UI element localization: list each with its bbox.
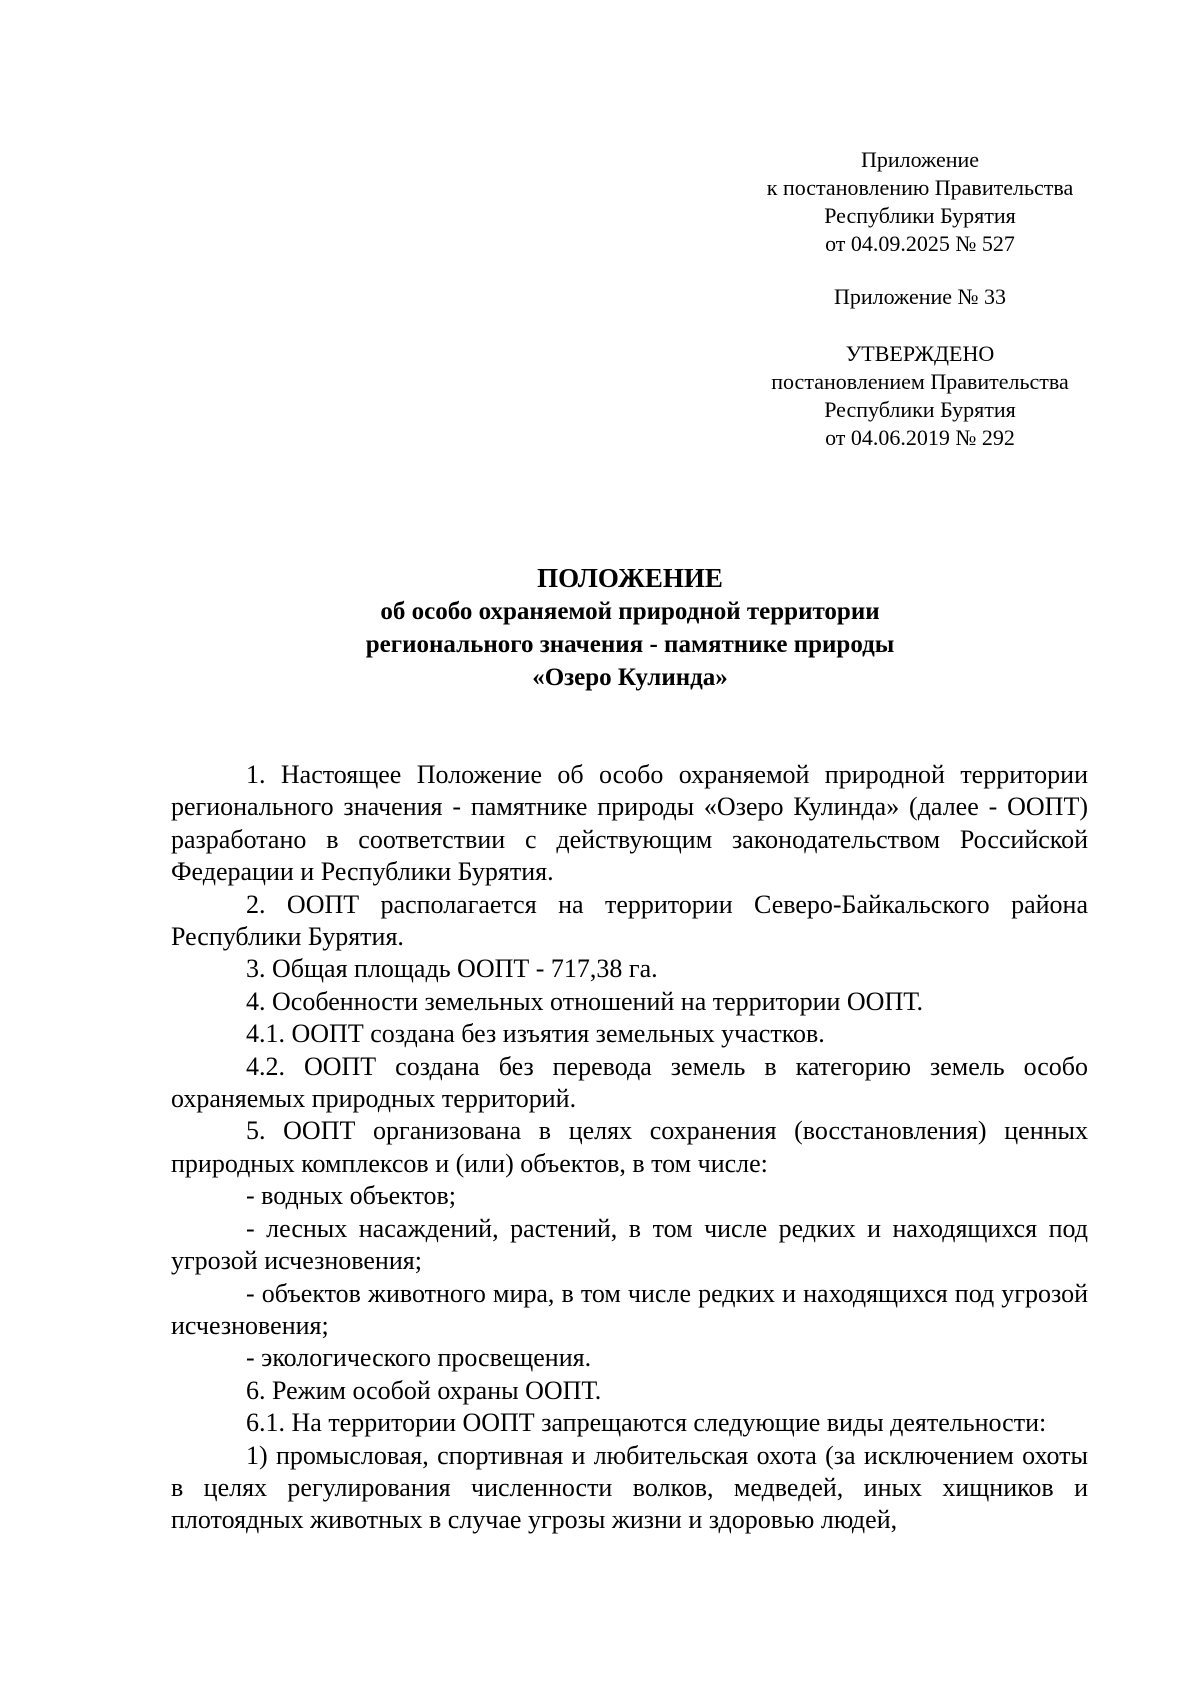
- paragraph: 1. Настоящее Положение об особо охраняемой природной территории регионального значения - памятнике природы «Озеро Кулинда» (далее - ООПТ) разработано в соответствии с действующим законодательством Российской Федерации и Республики Бурятия.: [171, 760, 1088, 887]
- paragraph: 6. Режим особой охраны ООПТ.: [246, 1375, 602, 1405]
- paragraph: 6.1. На территории ООПТ запрещаются следующие виды деятельности:: [246, 1408, 1047, 1438]
- appendix-line: к постановлению Правительства: [766, 175, 1074, 200]
- title-line: регионального значения - памятнике природы: [365, 631, 895, 658]
- document-title: [170, 562, 1090, 694]
- appendix-number-text: Приложение № 33: [833, 284, 1007, 309]
- list-item: - лесных насаждений, растений, в том числе редких и находящихся под угрозой исчезновения;: [171, 1213, 1088, 1276]
- approval-line: от 04.06.2019 № 292: [825, 425, 1015, 450]
- paragraph: 3. Общая площадь ООПТ - 717,38 га.: [246, 954, 658, 984]
- list-item: - объектов животного мира, в том числе редких и находящихся под угрозой исчезновения;: [171, 1278, 1088, 1340]
- paragraph: 2. ООПТ располагается на территории Северо-Байкальского района Республики Бурятия.: [171, 889, 1088, 952]
- title-line: «Озеро Кулинда»: [532, 664, 728, 691]
- title-line: об особо охраняемой природной территории: [380, 598, 880, 625]
- title-heading: ПОЛОЖЕНИЕ: [537, 563, 723, 593]
- document-body: [171, 759, 1088, 1537]
- appendix-number: [720, 283, 1120, 311]
- approval-line: постановлением Правительства: [771, 369, 1069, 394]
- paragraph: 4. Особенности земельных отношений на территории ООПТ.: [246, 986, 924, 1016]
- paragraph: 4.2. ООПТ создана без перевода земель в категорию земель особо охраняемых природных территорий.: [171, 1051, 1088, 1114]
- appendix-line: от 04.09.2025 № 527: [825, 231, 1015, 256]
- list-item: - экологического просвещения.: [246, 1343, 592, 1373]
- paragraph: 4.1. ООПТ создана без изъятия земельных участков.: [246, 1019, 825, 1049]
- list-item: - водных объектов;: [246, 1181, 456, 1211]
- paragraph: 5. ООПТ организована в целях сохранения (восстановления) ценных природных комплексов и (или) объектов, в том числе:: [171, 1116, 1088, 1178]
- appendix-reference: [720, 146, 1120, 258]
- approval-line: УТВЕРЖДЕНО: [845, 341, 995, 366]
- appendix-line: Республики Бурятия: [824, 203, 1016, 228]
- appendix-line: Приложение: [860, 147, 980, 172]
- approval-line: Республики Бурятия: [824, 397, 1016, 422]
- list-item: 1) промысловая, спортивная и любительская охота (за исключением охоты в целях регулирования численности волков, медведей, иных хищников и плотоядных животных в случае угрозы жизни и здоровью людей,: [171, 1440, 1088, 1535]
- approval-stamp: [720, 340, 1120, 452]
